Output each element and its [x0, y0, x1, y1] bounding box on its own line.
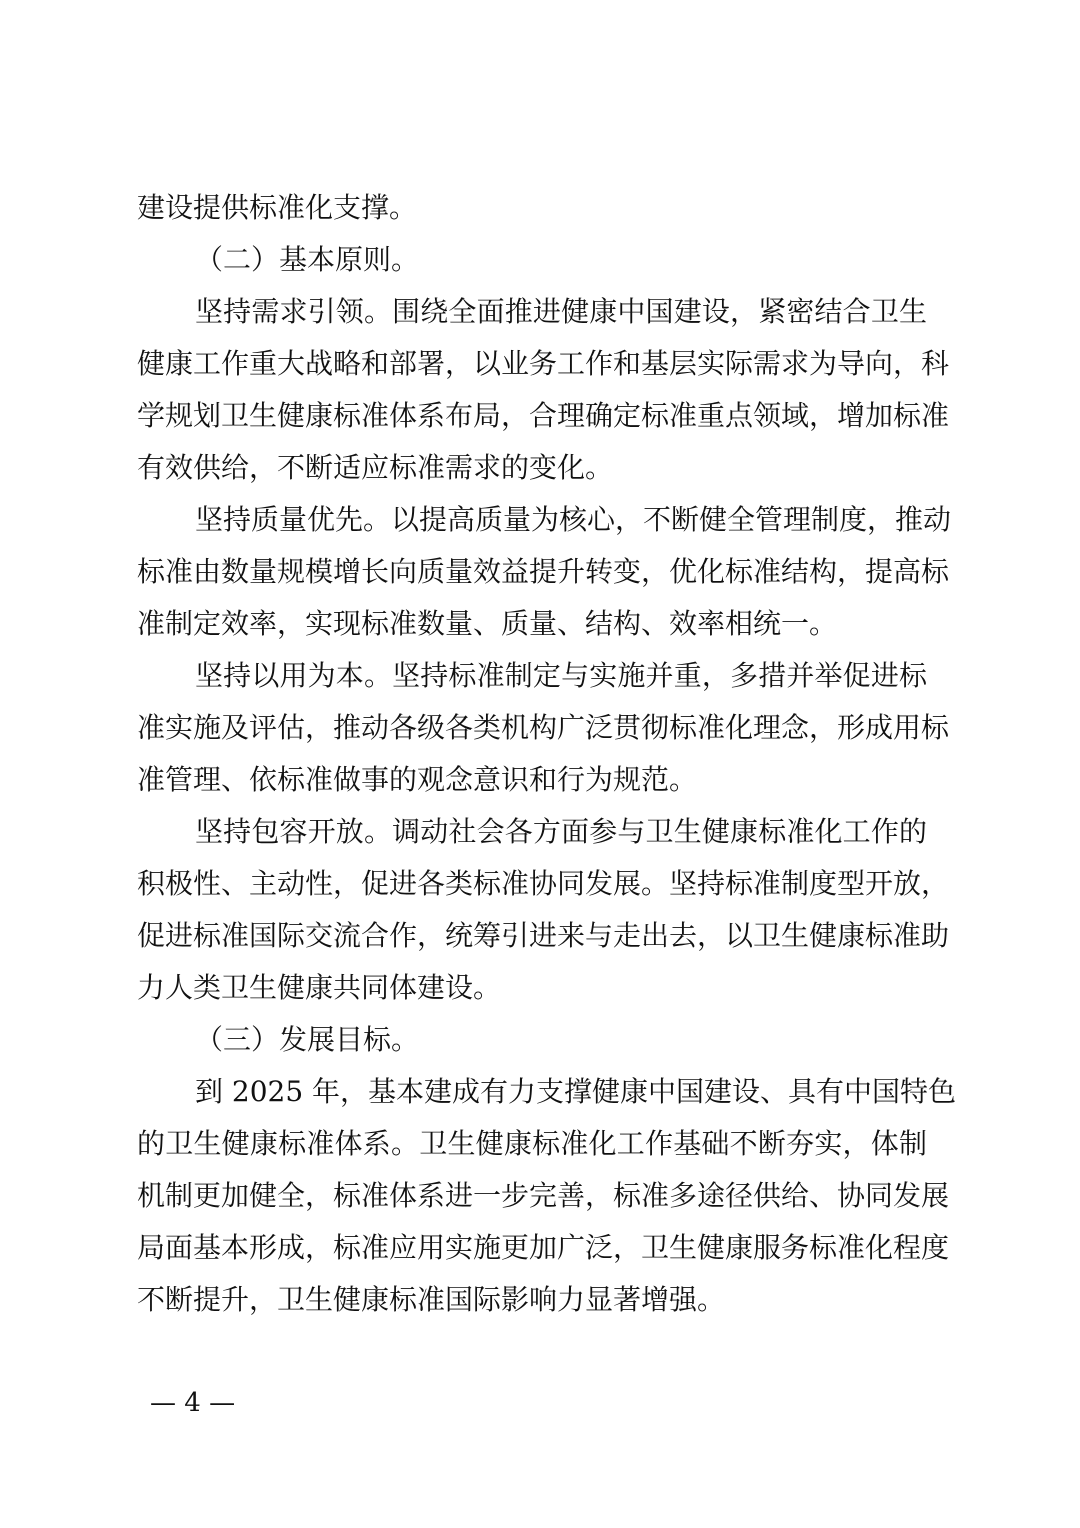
text-line: 准管理、依标准做事的观念意识和行为规范。: [137, 763, 698, 796]
section-heading: （三）发展目标。: [195, 1023, 420, 1056]
text-line: 到 2025 年，基本建成有力支撑健康中国建设、具有中国特色: [195, 1075, 957, 1108]
text-line: 局面基本形成，标准应用实施更加广泛，卫生健康服务标准化程度: [137, 1231, 950, 1264]
text-line: 学规划卫生健康标准体系布局，合理确定标准重点领域，增加标准: [137, 399, 950, 432]
text-line: 机制更加健全，标准体系进一步完善，标准多途径供给、协同发展: [137, 1179, 950, 1212]
text-line: 坚持包容开放。调动社会各方面参与卫生健康标准化工作的: [195, 815, 927, 848]
page-number: — 4 —: [150, 1388, 236, 1418]
section-heading: （二）基本原则。: [195, 243, 420, 276]
text-line: 坚持质量优先。以提高质量为核心，不断健全管理制度，推动: [195, 503, 952, 536]
text-line: 健康工作重大战略和部署，以业务工作和基层实际需求为导向，科: [137, 347, 950, 380]
text-line: 积极性、主动性，促进各类标准协同发展。坚持标准制度型开放，: [137, 867, 950, 900]
text-line: 促进标准国际交流合作，统筹引进来与走出去，以卫生健康标准助: [137, 919, 950, 952]
text-line: 力人类卫生健康共同体建设。: [137, 971, 502, 1004]
document-body: [137, 182, 957, 1326]
text-line: 不断提升，卫生健康标准国际影响力显著增强。: [137, 1283, 726, 1316]
text-line: 准制定效率，实现标准数量、质量、结构、效率相统一。: [137, 607, 838, 640]
text-line: 坚持以用为本。坚持标准制定与实施并重，多措并举促进标: [195, 659, 927, 692]
text-line: 有效供给，不断适应标准需求的变化。: [137, 451, 614, 484]
text-line: 建设提供标准化支撑。: [137, 191, 418, 224]
text-line: 标准由数量规模增长向质量效益提升转变，优化标准结构，提高标: [137, 555, 950, 588]
text-line: 准实施及评估，推动各级各类机构广泛贯彻标准化理念，形成用标: [137, 711, 950, 744]
text-line: 的卫生健康标准体系。卫生健康标准化工作基础不断夯实，体制: [137, 1127, 927, 1160]
text-line: 坚持需求引领。围绕全面推进健康中国建设，紧密结合卫生: [195, 295, 927, 328]
